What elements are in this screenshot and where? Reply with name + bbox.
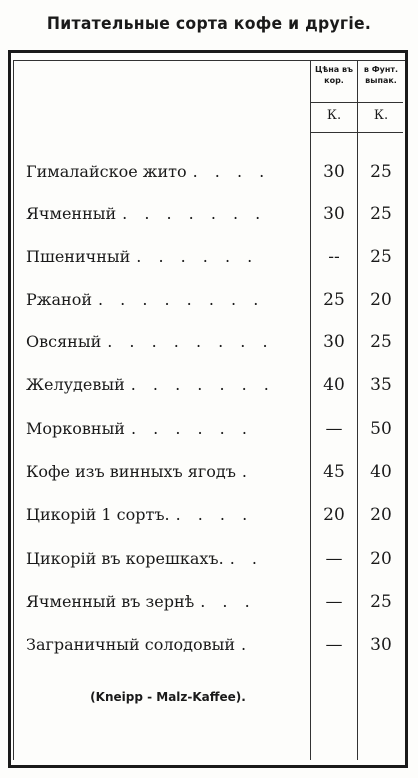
price-cell: — xyxy=(325,635,343,655)
pound-price-cell: 20 xyxy=(370,549,392,569)
item-name: Желудевый . . . . . . . xyxy=(26,375,275,394)
list-item xyxy=(0,246,418,268)
column-header-price: Цѣна въ кор. xyxy=(314,65,354,85)
unit-divider xyxy=(310,132,403,133)
price-cell: 40 xyxy=(323,375,345,395)
pound-price-cell: 25 xyxy=(370,247,392,267)
price-cell: — xyxy=(325,592,343,612)
item-name: Кофе изъ винныхъ ягодъ . xyxy=(26,462,254,481)
pound-price-cell: 25 xyxy=(370,162,392,182)
item-name: Цикорій 1 сортъ. . . . . xyxy=(26,505,254,524)
pound-price-cell: 40 xyxy=(370,462,392,482)
item-name: Ячменный . . . . . . . xyxy=(26,204,267,223)
item-name: Ячменный въ зернѣ . . . xyxy=(26,592,256,611)
list-item xyxy=(0,289,418,311)
price-cell: 30 xyxy=(323,162,345,182)
price-cell: 30 xyxy=(323,332,345,352)
price-cell: 30 xyxy=(323,204,345,224)
item-name: Морковный . . . . . . xyxy=(26,419,253,438)
item-name: Пшеничный . . . . . . xyxy=(26,247,259,266)
unit-label-price: К. xyxy=(326,108,342,123)
pound-price-cell: 20 xyxy=(370,290,392,310)
price-cell: 25 xyxy=(323,290,345,310)
list-item xyxy=(0,331,418,353)
pound-price-cell: 25 xyxy=(370,204,392,224)
price-cell: 45 xyxy=(323,462,345,482)
pound-price-cell: 25 xyxy=(370,592,392,612)
pound-price-cell: 20 xyxy=(370,505,392,525)
pound-price-cell: 35 xyxy=(370,375,392,395)
list-item xyxy=(0,634,418,656)
item-name: Заграничный солодовый . xyxy=(26,635,253,654)
pound-price-cell: 25 xyxy=(370,332,392,352)
list-item xyxy=(0,161,418,183)
item-name: Ржаной . . . . . . . . xyxy=(26,290,265,309)
list-item xyxy=(0,203,418,225)
price-cell: -- xyxy=(328,247,340,267)
item-name: Гималайское жито . . . . xyxy=(26,162,271,181)
list-item xyxy=(0,461,418,483)
list-item xyxy=(0,504,418,526)
list-item xyxy=(0,418,418,440)
pound-price-cell: 50 xyxy=(370,419,392,439)
list-item xyxy=(0,548,418,570)
list-item xyxy=(0,374,418,396)
price-cell: 20 xyxy=(323,505,345,525)
header-divider xyxy=(310,102,403,103)
price-cell: — xyxy=(325,549,343,569)
item-name: Овсяный . . . . . . . . xyxy=(26,332,274,351)
pound-price-cell: 30 xyxy=(370,635,392,655)
page-title: Питательные сорта кофе и другіе. xyxy=(46,14,372,34)
item-name: Цикорій въ корешкахъ. . . xyxy=(26,549,263,568)
list-item xyxy=(0,591,418,613)
unit-label-pound: К. xyxy=(373,108,389,123)
footnote: (Kneipp - Malz-Kaffee). xyxy=(90,690,246,704)
price-cell: — xyxy=(325,419,343,439)
column-header-pound: в Фунт. выпак. xyxy=(363,65,399,85)
